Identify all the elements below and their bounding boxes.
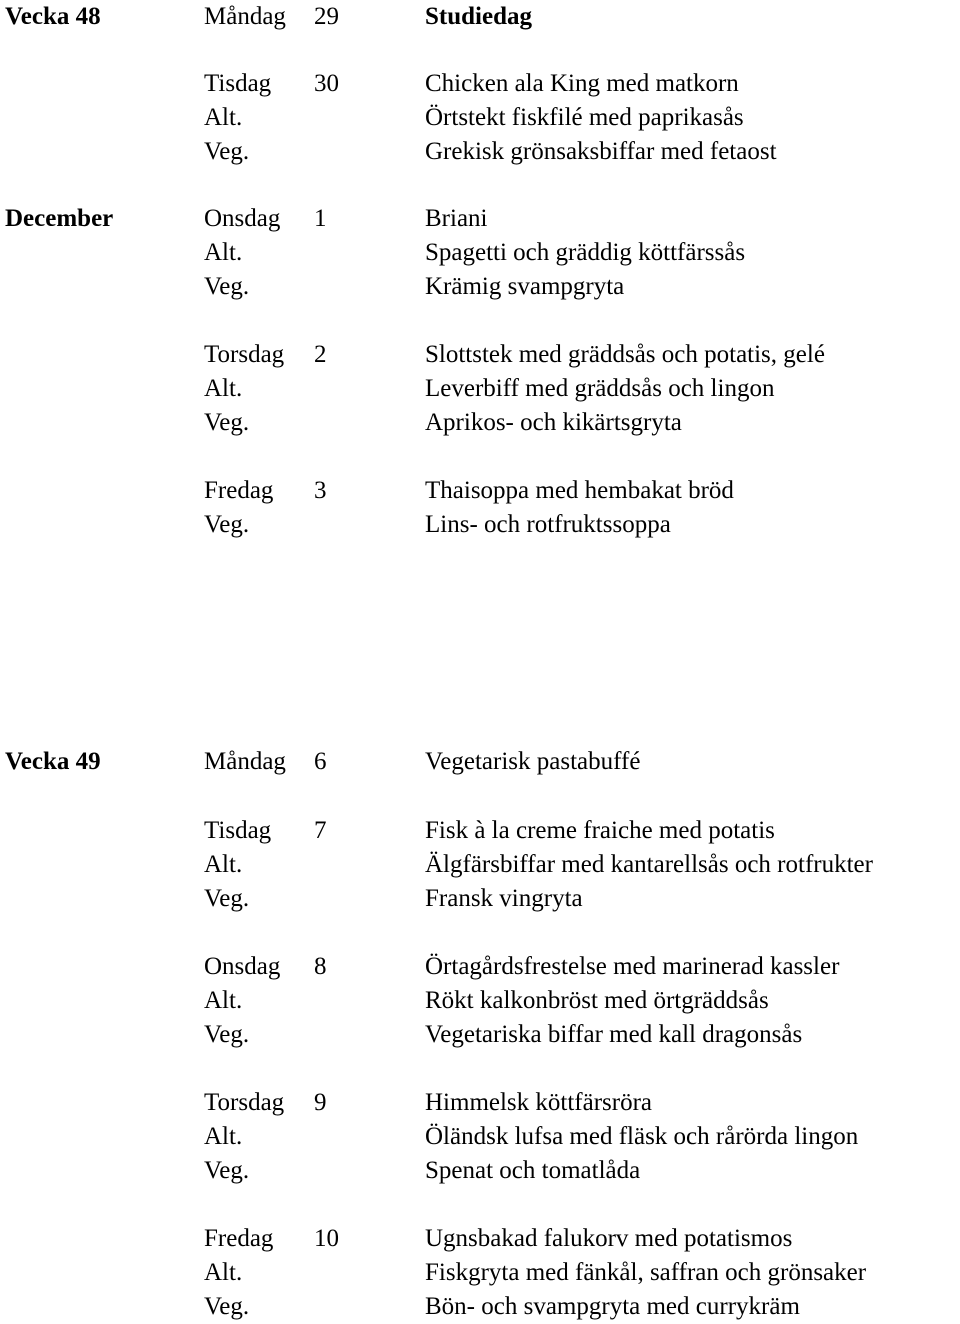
day-label: Tisdag <box>204 70 272 97</box>
dish-text: Aprikos- och kikärtsgryta <box>425 409 682 436</box>
menu-row <box>0 848 960 882</box>
day-label: Veg. <box>204 409 250 436</box>
menu-row <box>0 270 960 304</box>
date-number: 6 <box>314 748 327 775</box>
dish-text: Ugnsbakad falukorv med potatismos <box>425 1225 793 1252</box>
date-number: 3 <box>314 477 327 504</box>
week-label: Vecka 49 <box>5 748 101 775</box>
dish-text: Studiedag <box>425 3 532 30</box>
menu-row <box>0 1256 960 1290</box>
day-label: Tisdag <box>204 817 272 844</box>
menu-row <box>0 101 960 135</box>
dish-text: Spagetti och gräddig köttfärssås <box>425 239 746 266</box>
date-number: 1 <box>314 205 327 232</box>
dish-text: Thaisoppa med hembakat bröd <box>425 477 734 504</box>
menu-row <box>0 950 960 984</box>
date-number: 9 <box>314 1089 327 1116</box>
dish-text: Krämig svampgryta <box>425 273 625 300</box>
date-number: 2 <box>314 341 327 368</box>
menu-row <box>0 1018 960 1052</box>
date-number: 10 <box>314 1225 339 1252</box>
day-label: Alt. <box>204 1123 243 1150</box>
date-number: 7 <box>314 817 327 844</box>
menu-row <box>0 745 960 779</box>
dish-text: Spenat och tomatlåda <box>425 1157 641 1184</box>
day-label: Fredag <box>204 1225 274 1252</box>
dish-text: Grekisk grönsaksbiffar med fetaost <box>425 138 777 165</box>
dish-text: Rökt kalkonbröst med örtgräddsås <box>425 987 769 1014</box>
menu-row <box>0 67 960 101</box>
menu-row <box>0 1086 960 1120</box>
day-label: Måndag <box>204 748 286 775</box>
menu-row <box>0 135 960 169</box>
day-label: Onsdag <box>204 205 281 232</box>
menu-row <box>0 882 960 916</box>
dish-text: Fisk à la creme fraiche med potatis <box>425 817 775 844</box>
menu-row <box>0 1154 960 1188</box>
menu-row <box>0 338 960 372</box>
menu-row <box>0 1290 960 1324</box>
day-label: Fredag <box>204 477 274 504</box>
menu-row <box>0 406 960 440</box>
day-label: Onsdag <box>204 953 281 980</box>
day-label: Veg. <box>204 1021 250 1048</box>
dish-text: Himmelsk köttfärsröra <box>425 1089 653 1116</box>
menu-row <box>0 0 960 34</box>
day-label: Veg. <box>204 138 250 165</box>
day-label: Alt. <box>204 375 243 402</box>
dish-text: Örtagårdsfrestelse med marinerad kassler <box>425 953 840 980</box>
date-number: 30 <box>314 70 339 97</box>
menu-row <box>0 984 960 1018</box>
day-label: Veg. <box>204 885 250 912</box>
dish-text: Vegetarisk pastabuffé <box>425 748 641 775</box>
dish-text: Örtstekt fiskfilé med paprikasås <box>425 104 744 131</box>
menu-row <box>0 814 960 848</box>
dish-text: Leverbiff med gräddsås och lingon <box>425 375 775 402</box>
dish-text: Bön- och svampgryta med currykräm <box>425 1293 800 1320</box>
dish-text: Vegetariska biffar med kall dragonsås <box>425 1021 803 1048</box>
day-label: Alt. <box>204 851 243 878</box>
dish-text: Briani <box>425 205 488 232</box>
menu-row <box>0 508 960 542</box>
day-label: Alt. <box>204 987 243 1014</box>
day-label: Veg. <box>204 511 250 538</box>
day-label: Torsdag <box>204 1089 285 1116</box>
menu-row <box>0 1120 960 1154</box>
menu-row <box>0 202 960 236</box>
menu-row <box>0 474 960 508</box>
menu-row <box>0 372 960 406</box>
menu-row <box>0 236 960 270</box>
day-label: Alt. <box>204 239 243 266</box>
dish-text: Slottstek med gräddsås och potatis, gelé <box>425 341 825 368</box>
date-number: 29 <box>314 3 339 30</box>
day-label: Veg. <box>204 1293 250 1320</box>
week-label: Vecka 48 <box>5 3 101 30</box>
menu-row <box>0 1222 960 1256</box>
dish-text: Älgfärsbiffar med kantarellsås och rotfrukter <box>425 851 873 878</box>
day-label: Alt. <box>204 1259 243 1286</box>
date-number: 8 <box>314 953 327 980</box>
day-label: Veg. <box>204 1157 250 1184</box>
day-label: Veg. <box>204 273 250 300</box>
day-label: Måndag <box>204 3 286 30</box>
day-label: Alt. <box>204 104 243 131</box>
day-label: Torsdag <box>204 341 285 368</box>
dish-text: Lins- och rotfruktssoppa <box>425 511 671 538</box>
dish-text: Chicken ala King med matkorn <box>425 70 739 97</box>
month-label: December <box>5 205 114 232</box>
dish-text: Fransk vingryta <box>425 885 583 912</box>
dish-text: Öländsk lufsa med fläsk och rårörda lingon <box>425 1123 859 1150</box>
dish-text: Fiskgryta med fänkål, saffran och grönsaker <box>425 1259 867 1286</box>
